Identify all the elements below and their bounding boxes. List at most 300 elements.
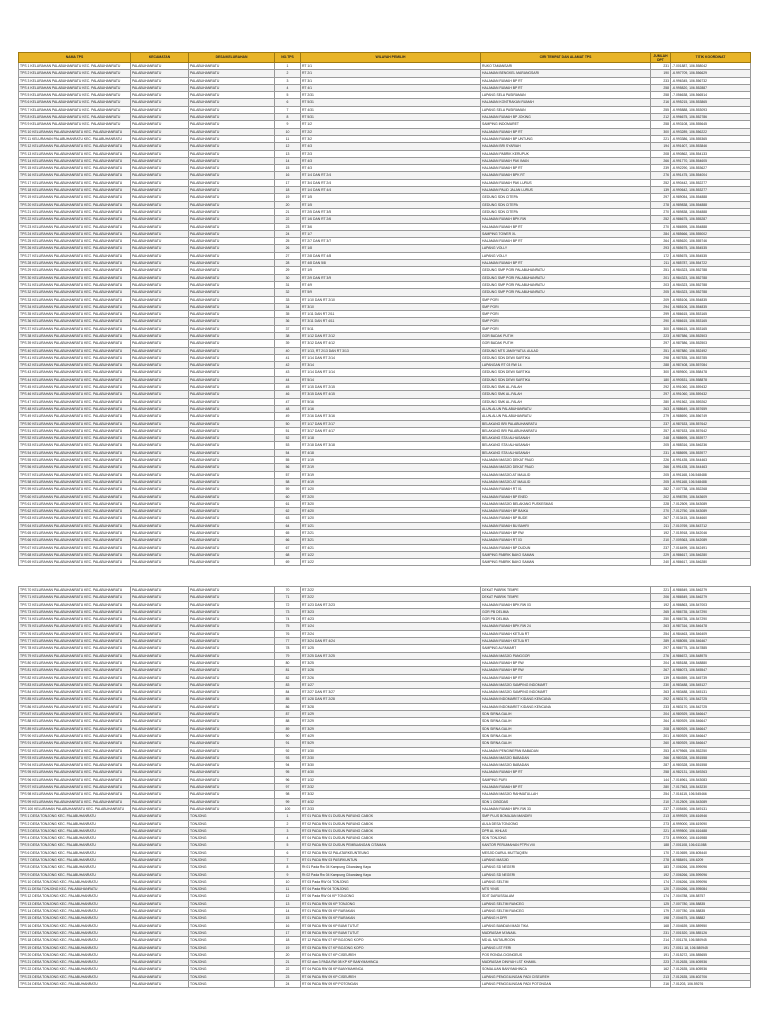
cell-desa: TONJONG	[189, 856, 275, 863]
cell-koordinat: -7.016961, 106.543083	[671, 776, 751, 783]
cell-koordinat: -7.007780, 106.58835	[671, 900, 751, 907]
cell-ciri: SAMPING PABRIK BAKO SAMAN	[481, 559, 651, 566]
cell-dpt: 266	[651, 754, 671, 761]
cell-koordinat: -6.983488, 106.545127	[671, 681, 751, 688]
cell-kecamatan: PALABUHANRATU	[131, 886, 189, 893]
cell-nama-tps: TPS 10 DESA TONJONG KEC. PALABUHANRATU	[19, 878, 131, 885]
cell-kecamatan: PALABUHANRATU	[131, 601, 189, 608]
cell-ciri: MD AL MUTAUROON	[481, 937, 651, 944]
table-row	[19, 537, 751, 544]
cell-dpt: 179	[651, 908, 671, 915]
cell-wilayah: RT 1/1	[301, 63, 481, 70]
cell-ciri: LAPANG VOLLY	[481, 245, 651, 252]
cell-wilayah: RT 1/19	[301, 457, 481, 464]
cell-koordinat: -6.999000, 106.616988	[671, 835, 751, 842]
cell-no-tps: 19	[275, 194, 301, 201]
cell-nama-tps: TPS 24 KELURAHAN PALABUHANRATU KEC. PALABUHANRATU	[19, 230, 131, 237]
cell-ciri: HALAMAN RUMAH BP RW	[481, 659, 651, 666]
cell-ciri: HALAMAN RUMAH BP RT	[481, 769, 651, 776]
cell-no-tps: 11	[275, 135, 301, 142]
cell-nama-tps: TPS 80 KELURAHAN PALABUHANRATU KEC. PALABUHANRATU	[19, 659, 131, 666]
cell-kecamatan: PALABUHANRATU	[131, 223, 189, 230]
cell-kecamatan: PALABUHANRATU	[131, 725, 189, 732]
cell-koordinat: -6.989054, 106.554888	[671, 194, 751, 201]
cell-koordinat: -6.986615, 106.553165	[671, 311, 751, 318]
cell-desa: PALABUHANRATU	[189, 252, 275, 259]
cell-desa: PALABUHANRATU	[189, 508, 275, 515]
cell-desa: PALABUHANRATU	[189, 420, 275, 427]
cell-nama-tps: TPS 6 KELURAHAN PALABUHANRATU KEC. PALABUHANRATU	[19, 99, 131, 106]
cell-koordinat: -7.001887, 106.558042	[671, 63, 751, 70]
cell-no-tps: 67	[275, 544, 301, 551]
cell-desa: PALABUHANRATU	[189, 296, 275, 303]
table-row	[19, 143, 751, 150]
cell-dpt: 208	[651, 150, 671, 157]
cell-no-tps: 61	[275, 500, 301, 507]
cell-ciri: KANTOR PERUMAHAN PTPN VIII	[481, 842, 651, 849]
table-row	[19, 106, 751, 113]
cell-nama-tps: TPS 52 KELURAHAN PALABUHANRATU KEC. PALABUHANRATU	[19, 435, 131, 442]
cell-kecamatan: PALABUHANRATU	[131, 616, 189, 623]
cell-wilayah: RT 02 PADA RW 02 PALATARKEUNTEUNG	[301, 849, 481, 856]
cell-ciri: SMP PLUS BOMAJAN MANDIRI	[481, 813, 651, 820]
cell-desa: PALABUHANRATU	[189, 659, 275, 666]
cell-dpt: 210	[651, 537, 671, 544]
table-row	[19, 471, 751, 478]
cell-koordinat: -6.986615, 106.553165	[671, 318, 751, 325]
cell-dpt: 267	[651, 667, 671, 674]
table-row	[19, 696, 751, 703]
cell-dpt: 251	[651, 347, 671, 354]
cell-nama-tps: TPS 1 KELURAHAN PALABUHANRATU KEC. PALABUHANRATU	[19, 63, 131, 70]
table-row	[19, 179, 751, 186]
cell-no-tps: 78	[275, 645, 301, 652]
cell-nama-tps: TPS 26 KELURAHAN PALABUHANRATU KEC. PALABUHANRATU	[19, 245, 131, 252]
cell-dpt: 174	[651, 878, 671, 885]
table-row	[19, 318, 751, 325]
cell-wilayah: RT 1/5	[301, 201, 481, 208]
table-row	[19, 84, 751, 91]
cell-dpt: 214	[651, 937, 671, 944]
table-row	[19, 296, 751, 303]
cell-wilayah: RT 1/13, RT 2/13 DAN RT 3/13	[301, 347, 481, 354]
cell-no-tps: 9	[275, 121, 301, 128]
cell-nama-tps: TPS 77 KELURAHAN PALABUHANRATU KEC. PALABUHANRATU	[19, 638, 131, 645]
cell-no-tps: 73	[275, 608, 301, 615]
cell-koordinat: -6.991435, 106.544463	[671, 464, 751, 471]
cell-wilayah: RT 2/19	[301, 464, 481, 471]
table-row	[19, 893, 751, 900]
cell-ciri: HALAMAN MASJID AT MAULID	[481, 478, 651, 485]
cell-wilayah: RT 3/1	[301, 77, 481, 84]
cell-koordinat: -6.980929, 106.546647	[671, 740, 751, 747]
cell-desa: TONJONG	[189, 929, 275, 936]
cell-ciri: GEDUNG SMP PGRI PALABUHANRATU	[481, 289, 651, 296]
cell-nama-tps: TPS 62 KELURAHAN PALABUHANRATU KEC. PALABUHANRATU	[19, 508, 131, 515]
table-row	[19, 594, 751, 601]
table-row	[19, 886, 751, 893]
table-row	[19, 135, 751, 142]
table-row	[19, 486, 751, 493]
cell-nama-tps: TPS 22 KELURAHAN PALABUHANRATU KEC. PALABUHANRATU	[19, 216, 131, 223]
cell-ciri: HALAMAN RUMAH BP BAIKA	[481, 508, 651, 515]
cell-dpt: 253	[651, 747, 671, 754]
cell-nama-tps: TPS 66 KELURAHAN PALABUHANRATU KEC. PALABUHANRATU	[19, 537, 131, 544]
cell-koordinat: -6.988695, 106.553977	[671, 435, 751, 442]
cell-no-tps: 11	[275, 886, 301, 893]
cell-desa: PALABUHANRATU	[189, 92, 275, 99]
cell-no-tps: 55	[275, 457, 301, 464]
cell-kecamatan: PALABUHANRATU	[131, 769, 189, 776]
cell-nama-tps: TPS 42 KELURAHAN PALABUHANRATU KEC. PALABUHANRATU	[19, 362, 131, 369]
cell-koordinat: -6.998789, 106.543609	[671, 493, 751, 500]
cell-koordinat: -6.990531, 106.558878	[671, 376, 751, 383]
cell-nama-tps: TPS 17 DESA TONJONG KEC. PALABUHANRATU	[19, 929, 131, 936]
cell-desa: PALABUHANRATU	[189, 347, 275, 354]
cell-kecamatan: PALABUHANRATU	[131, 150, 189, 157]
cell-dpt: 276	[651, 172, 671, 179]
table-row	[19, 659, 751, 666]
cell-dpt: 231	[651, 63, 671, 70]
cell-no-tps: 23	[275, 223, 301, 230]
cell-wilayah: RT 4/3	[301, 143, 481, 150]
table-body	[19, 587, 751, 988]
cell-desa: PALABUHANRATU	[189, 70, 275, 77]
cell-no-tps: 47	[275, 398, 301, 405]
cell-no-tps: 8	[275, 114, 301, 121]
cell-wilayah: RT 1/11 DAN RT 2/11	[301, 311, 481, 318]
cell-nama-tps: TPS 99 KELURAHAN PALABUHANRATU KEC. PALABUHANRATU	[19, 798, 131, 805]
cell-dpt: 250	[651, 616, 671, 623]
cell-nama-tps: TPS 35 KELURAHAN PALABUHANRATU KEC. PALABUHANRATU	[19, 311, 131, 318]
cell-kecamatan: PALABUHANRATU	[131, 493, 189, 500]
cell-nama-tps: TPS 59 KELURAHAN PALABUHANRATU KEC. PALABUHANRATU	[19, 486, 131, 493]
cell-ciri: GOR BADAK PUTIH	[481, 340, 651, 347]
cell-koordinat: -6.985787, 106.554722	[671, 260, 751, 267]
cell-no-tps: 3	[275, 77, 301, 84]
cell-desa: PALABUHANRATU	[189, 376, 275, 383]
cell-wilayah: RT 08 PADA RW 06 KP BUMI TUTUT	[301, 922, 481, 929]
cell-ciri: LAPANG SD NEGERI	[481, 871, 651, 878]
cell-ciri: SAMPING PABRIK BAKO SAMAN	[481, 551, 651, 558]
cell-koordinat: -7.006266, 106.599096	[671, 864, 751, 871]
cell-dpt: 278	[651, 201, 671, 208]
cell-dpt: 263	[651, 405, 671, 412]
cell-koordinat: -6.988690, 106.556749	[671, 413, 751, 420]
cell-no-tps: 21	[275, 959, 301, 966]
table-row	[19, 725, 751, 732]
cell-ciri: MESJID DARUL MUTTAQIEN	[481, 849, 651, 856]
cell-desa: PALABUHANRATU	[189, 601, 275, 608]
cell-kecamatan: PALABUHANRATU	[131, 798, 189, 805]
cell-nama-tps: TPS 86 KELURAHAN PALABUHANRATU KEC. PALABUHANRATU	[19, 703, 131, 710]
cell-nama-tps: TPS 9 KELURAHAN PALABUHANRATU KEC. PALABUHANRATU	[19, 121, 131, 128]
cell-kecamatan: PALABUHANRATU	[131, 842, 189, 849]
cell-no-tps: 80	[275, 659, 301, 666]
cell-nama-tps: TPS 90 KELURAHAN PALABUHANRATU KEC. PALABUHANRATU	[19, 732, 131, 739]
cell-no-tps: 81	[275, 667, 301, 674]
cell-wilayah: RT 4/32	[301, 798, 481, 805]
cell-nama-tps: TPS 69 KELURAHAN PALABUHANRATU KEC. PALABUHANRATU	[19, 559, 131, 566]
cell-nama-tps: TPS 40 KELURAHAN PALABUHANRATU KEC. PALABUHANRATU	[19, 347, 131, 354]
cell-dpt: 237	[651, 805, 671, 812]
cell-ciri: LAPANG PENGGILINGAN PADI POTONGAN	[481, 981, 651, 988]
cell-ciri: HALAMAN RUMAH RT 01	[481, 486, 651, 493]
cell-koordinat: -6.985106, 106.554835	[671, 296, 751, 303]
cell-koordinat: -7.012509, 106.543089	[671, 798, 751, 805]
cell-wilayah: RT 1/2	[301, 121, 481, 128]
cell-ciri: SAMPING ALFAMART	[481, 645, 651, 652]
cell-no-tps: 10	[275, 128, 301, 135]
cell-no-tps: 22	[275, 966, 301, 973]
cell-wilayah: RT 1/14 DAN RT 1/14	[301, 369, 481, 376]
cell-desa: PALABUHANRATU	[189, 442, 275, 449]
cell-dpt: 239	[651, 165, 671, 172]
cell-wilayah: RT 1/7	[301, 230, 481, 237]
cell-wilayah: RT 2/18 DAN RT 3/18	[301, 442, 481, 449]
cell-nama-tps: TPS 2 KELURAHAN PALABUHANRATU KEC. PALABUHANRATU	[19, 70, 131, 77]
cell-koordinat: -7.004266, 106.595084	[671, 886, 751, 893]
cell-no-tps: 56	[275, 464, 301, 471]
table-row	[19, 929, 751, 936]
cell-koordinat: -6.980929, 106.546647	[671, 718, 751, 725]
cell-kecamatan: PALABUHANRATU	[131, 893, 189, 900]
cell-dpt: 216	[651, 99, 671, 106]
cell-nama-tps: TPS 49 KELURAHAN PALABUHANRATU KEC. PALABUHANRATU	[19, 413, 131, 420]
cell-wilayah: RT 04 PADA RW 07 KP CISEUREH	[301, 951, 481, 958]
cell-no-tps: 51	[275, 427, 301, 434]
cell-ciri: HALAMAN RUMAH BU BAHRI	[481, 522, 651, 529]
table-row	[19, 784, 751, 791]
cell-dpt: 257	[651, 427, 671, 434]
cell-nama-tps: TPS 12 DESA TONJONG KEC. PALABUHANRATU	[19, 893, 131, 900]
cell-koordinat: -6.991060, 106.559432	[671, 391, 751, 398]
cell-dpt: 213	[651, 813, 671, 820]
cell-dpt: 211	[651, 260, 671, 267]
cell-no-tps: 36	[275, 318, 301, 325]
table-row	[19, 376, 751, 383]
cell-no-tps: 3	[275, 827, 301, 834]
cell-desa: PALABUHANRATU	[189, 362, 275, 369]
cell-ciri: HALAMAN RUMAH BP RT	[481, 165, 651, 172]
cell-no-tps: 84	[275, 689, 301, 696]
cell-nama-tps: TPS 48 KELURAHAN PALABUHANRATU KEC. PALABUHANRATU	[19, 405, 131, 412]
table-row	[19, 871, 751, 878]
cell-ciri: SAMPING TOWER XL	[481, 230, 651, 237]
cell-ciri: LAPANG BANDAN MADI TIKA	[481, 922, 651, 929]
cell-koordinat: -6.986775, 106.547885	[671, 645, 751, 652]
cell-kecamatan: PALABUHANRATU	[131, 784, 189, 791]
cell-nama-tps: TPS 3 KELURAHAN PALABUHANRATU KEC. PALABUHANRATU	[19, 77, 131, 84]
table-page-2	[18, 586, 750, 988]
cell-kecamatan: PALABUHANRATU	[131, 274, 189, 281]
cell-dpt: 226	[651, 457, 671, 464]
cell-koordinat: -6.986863, 106.547003	[671, 601, 751, 608]
cell-dpt: 263	[651, 623, 671, 630]
cell-no-tps: 17	[275, 179, 301, 186]
cell-no-tps: 40	[275, 347, 301, 354]
cell-nama-tps: TPS 88 KELURAHAN PALABUHANRATU KEC. PALABUHANRATU	[19, 718, 131, 725]
cell-kecamatan: PALABUHANRATU	[131, 208, 189, 215]
cell-desa: PALABUHANRATU	[189, 413, 275, 420]
cell-no-tps: 82	[275, 674, 301, 681]
cell-koordinat: -7.007738, 106.552268	[671, 486, 751, 493]
cell-no-tps: 4	[275, 84, 301, 91]
cell-dpt: 297	[651, 391, 671, 398]
cell-no-tps: 63	[275, 515, 301, 522]
cell-nama-tps: TPS 44 KELURAHAN PALABUHANRATU KEC. PALABUHANRATU	[19, 376, 131, 383]
cell-wilayah: RT 5/14	[301, 376, 481, 383]
cell-kecamatan: PALABUHANRATU	[131, 260, 189, 267]
cell-nama-tps: TPS 37 KELURAHAN PALABUHANRATU KEC. PALABUHANRATU	[19, 325, 131, 332]
table-row	[19, 608, 751, 615]
cell-wilayah: RT 1/30	[301, 747, 481, 754]
cell-no-tps: 29	[275, 267, 301, 274]
cell-koordinat: -6.985675, 106.554535	[671, 245, 751, 252]
cell-wilayah: RT 2/30	[301, 754, 481, 761]
cell-wilayah: RT 1/23 DAN RT 2/23	[301, 601, 481, 608]
cell-desa: TONJONG	[189, 878, 275, 885]
table-row	[19, 150, 751, 157]
table-row	[19, 915, 751, 922]
cell-wilayah: RT 1/24	[301, 623, 481, 630]
table-row	[19, 645, 751, 652]
table-page-1	[18, 52, 750, 566]
cell-desa: PALABUHANRATU	[189, 798, 275, 805]
cell-kecamatan: PALABUHANRATU	[131, 413, 189, 420]
cell-dpt: 240	[651, 559, 671, 566]
table-row	[19, 99, 751, 106]
cell-desa: PALABUHANRATU	[189, 179, 275, 186]
cell-dpt: 192	[651, 601, 671, 608]
cell-desa: PALABUHANRATU	[189, 303, 275, 310]
cell-kecamatan: PALABUHANRATU	[131, 508, 189, 515]
cell-ciri: HALAMAN MASJID DEKAT PAUD	[481, 464, 651, 471]
cell-kecamatan: PALABUHANRATU	[131, 696, 189, 703]
cell-ciri: HALAMAN MASJID PANGGOR	[481, 652, 651, 659]
cell-kecamatan: PALABUHANRATU	[131, 238, 189, 245]
cell-wilayah: RT 1/14 DAN RT 2/14	[301, 354, 481, 361]
cell-wilayah: RT 3/15 DAN RT 4/15	[301, 391, 481, 398]
cell-ciri: GEDUNG SMK AL-FALAH	[481, 398, 651, 405]
cell-desa: PALABUHANRATU	[189, 457, 275, 464]
cell-no-tps: 72	[275, 601, 301, 608]
cell-kecamatan: PALABUHANRATU	[131, 464, 189, 471]
cell-kecamatan: PALABUHANRATU	[131, 362, 189, 369]
cell-koordinat: -7.004675, 106.58882	[671, 915, 751, 922]
cell-ciri: ALUN-ALUN PALABUHANRATU	[481, 413, 651, 420]
cell-kecamatan: PALABUHANRATU	[131, 587, 189, 594]
cell-nama-tps: TPS 2 DESA TONJONG KEC. PALABUHANRATU	[19, 820, 131, 827]
cell-wilayah: RT 2/31	[301, 92, 481, 99]
cell-ciri: GEDUNG SDN CITEPA	[481, 201, 651, 208]
cell-dpt: 288	[651, 362, 671, 369]
cell-ciri: HALAMAN PENGINEPAN BABADAN	[481, 747, 651, 754]
cell-desa: TONJONG	[189, 959, 275, 966]
cell-dpt: 258	[651, 121, 671, 128]
cell-wilayah: RT 1/9	[301, 267, 481, 274]
cell-dpt: 258	[651, 769, 671, 776]
cell-ciri: HALAMAN PABRIK KERUPUK	[481, 150, 651, 157]
cell-desa: PALABUHANRATU	[189, 289, 275, 296]
cell-ciri: SOMALUAN BANYMAHINCA	[481, 966, 651, 973]
cell-nama-tps: TPS 38 KELURAHAN PALABUHANRATU KEC. PALABUHANRATU	[19, 332, 131, 339]
cell-dpt: 205	[651, 478, 671, 485]
table-body	[19, 63, 751, 566]
cell-koordinat: -6.989838, 106.554888	[671, 208, 751, 215]
cell-koordinat: -7.056638, 106.566514	[671, 92, 751, 99]
cell-wilayah: RT 1/22	[301, 559, 481, 566]
cell-kecamatan: PALABUHANRATU	[131, 369, 189, 376]
cell-koordinat: -6.999000, 106.619090	[671, 820, 751, 827]
cell-nama-tps: TPS 5 KELURAHAN PALABUHANRATU KEC. PALABUHANRATU	[19, 92, 131, 99]
cell-dpt: 265	[651, 608, 671, 615]
table-row	[19, 70, 751, 77]
cell-wilayah: RT 4/3	[301, 165, 481, 172]
cell-desa: PALABUHANRATU	[189, 405, 275, 412]
cell-no-tps: 99	[275, 798, 301, 805]
cell-wilayah: RT 1/16	[301, 405, 481, 412]
cell-koordinat: -7.001108, 106.611088	[671, 842, 751, 849]
cell-wilayah: RT 06 PADA RW 09 KP POTONGAN	[301, 981, 481, 988]
cell-wilayah: RT 02 dan 3 PADA RW 08 KP KP BANYMAHINCA	[301, 959, 481, 966]
cell-ciri: BELAKANG STAI ALHASANAH	[481, 435, 651, 442]
cell-desa: TONJONG	[189, 871, 275, 878]
cell-koordinat: -6.986549, 106.546279	[671, 594, 751, 601]
cell-koordinat: -6.997709, 106.556629	[671, 70, 751, 77]
cell-wilayah: RT 1/6 DAN RT 2/6	[301, 216, 481, 223]
cell-dpt: 188	[651, 842, 671, 849]
cell-kecamatan: PALABUHANRATU	[131, 820, 189, 827]
cell-ciri: SDN SIRNA GALIH	[481, 725, 651, 732]
cell-dpt: 297	[651, 194, 671, 201]
cell-no-tps: 20	[275, 201, 301, 208]
cell-nama-tps: TPS 75 KELURAHAN PALABUHANRATU KEC. PALABUHANRATU	[19, 623, 131, 630]
cell-nama-tps: TPS 67 KELURAHAN PALABUHANRATU KEC. PALABUHANRATU	[19, 544, 131, 551]
cell-desa: TONJONG	[189, 951, 275, 958]
cell-dpt: 270	[651, 208, 671, 215]
table-row	[19, 332, 751, 339]
cell-no-tps: 24	[275, 981, 301, 988]
cell-ciri: BELAKANG BRI PALABUHANRATU	[481, 427, 651, 434]
cell-dpt: 251	[651, 267, 671, 274]
table-row	[19, 689, 751, 696]
cell-nama-tps: TPS 7 DESA TONJONG KEC. PALABUHANRATU	[19, 856, 131, 863]
cell-nama-tps: TPS 24 DESA TONJONG KEC. PALABUHANRATU	[19, 981, 131, 988]
cell-koordinat: -7.009363, 106.542089	[671, 537, 751, 544]
cell-ciri: HALAMAN MASJID AT MAULID	[481, 471, 651, 478]
cell-no-tps: 43	[275, 369, 301, 376]
cell-koordinat: -6.991168, 106.548488	[671, 478, 751, 485]
cell-wilayah: RT 04 PADA RW 01 DUSUN PARUNG CABOK	[301, 835, 481, 842]
cell-kecamatan: PALABUHANRATU	[131, 835, 189, 842]
cell-desa: PALABUHANRATU	[189, 238, 275, 245]
cell-koordinat: -6.990862, 106.554133	[671, 150, 751, 157]
cell-dpt: 237	[651, 420, 671, 427]
cell-desa: PALABUHANRATU	[189, 84, 275, 91]
table-row	[19, 354, 751, 361]
table-row	[19, 601, 751, 608]
cell-desa: PALABUHANRATU	[189, 325, 275, 332]
cell-ciri: DEKAT PABRIK TEMPE	[481, 594, 651, 601]
cell-nama-tps: TPS 27 KELURAHAN PALABUHANRATU KEC. PALABUHANRATU	[19, 252, 131, 259]
cell-desa: PALABUHANRATU	[189, 427, 275, 434]
cell-koordinat: -6.991562, 106.559262	[671, 398, 751, 405]
cell-ciri: GOR BADAK PUTIH	[481, 332, 651, 339]
table-row	[19, 281, 751, 288]
cell-no-tps: 23	[275, 973, 301, 980]
cell-kecamatan: PALABUHANRATU	[131, 121, 189, 128]
